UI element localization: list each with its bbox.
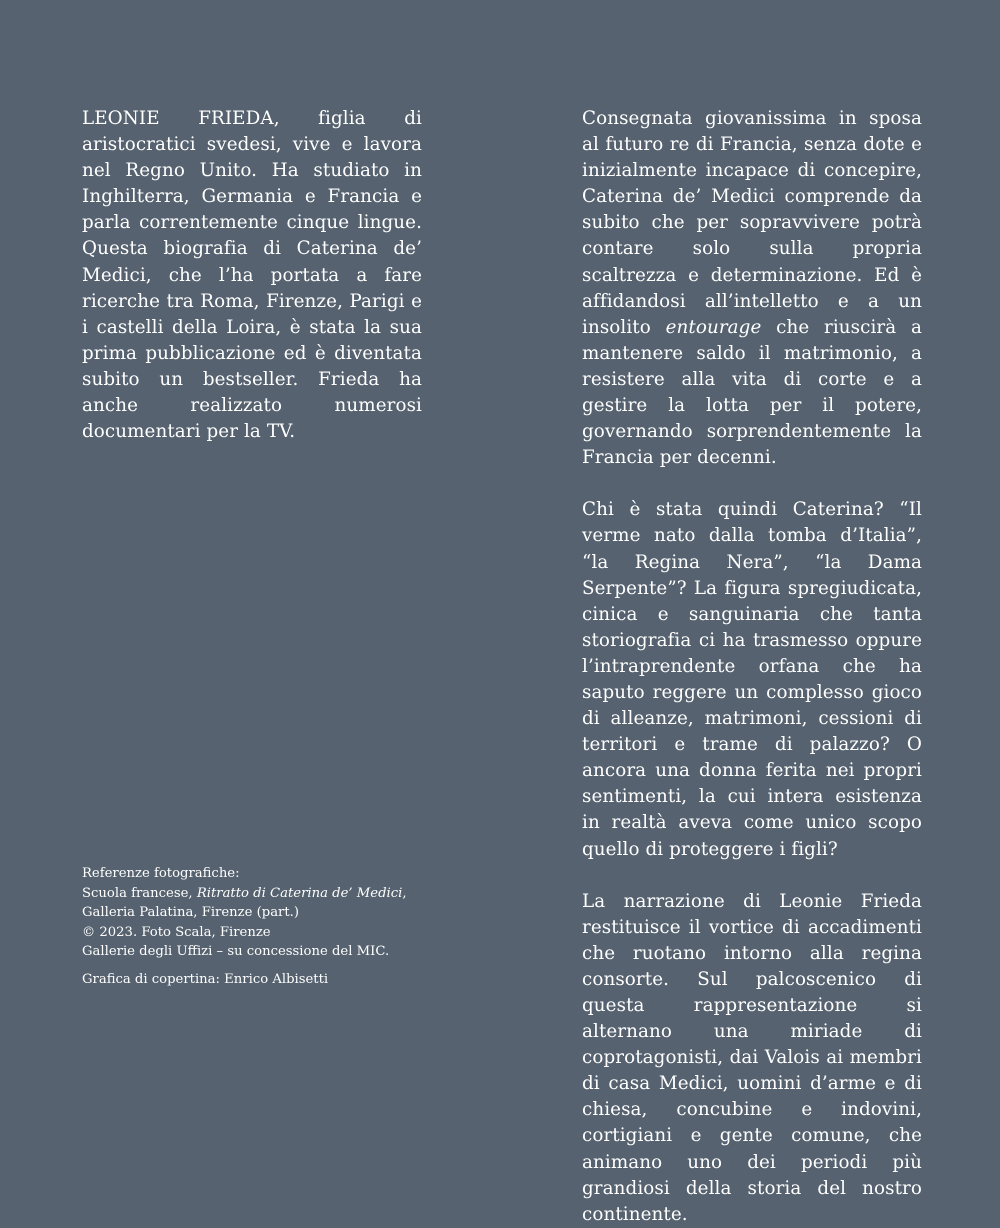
cover-design-credit: Grafica di copertina: Enrico Albisetti <box>82 971 329 987</box>
description-paragraph-3: La narrazione di Leonie Frieda restituisce il vortice di accadimenti che ruotano intorno alla regina consorte. Sul palcoscenico di questa rappresentazione si alternano una miriade di coprotagonisti, dai Valois ai membri di casa Medici, uomini d’arme e di chiesa, concubine e indovini, cortigiani e gente comune, che animano uno dei periodi più grandiosi della storia del nostro continente. <box>582 890 922 1225</box>
author-bio-text: , figlia di aristocratici svedesi, vive e lavora nel Regno Unito. Ha studiato in Inghilterra, Germania e Francia e parla correntemente cinque lingue. Questa biografia di Caterina de’ Medici, che l’ha portata a fare ricerche tra Roma, Firenze, Parigi e i castelli della Loira, è stata la sua prima pubblicazione ed è diventata subito un bestseller. Frieda ha anche realizzato numerosi documentari per la TV. <box>82 108 422 443</box>
credits-painting: Scuola francese, Ritratto di Caterina de’ Medici, <box>82 885 407 901</box>
credits-heading: Referenze fotografiche: <box>82 866 240 881</box>
credits-gallery: Galleria Palatina, Firenze (part.) <box>82 905 299 921</box>
description-column <box>582 106 922 1228</box>
author-bio-column <box>82 106 422 445</box>
author-name: LEONIE FRIEDA <box>82 108 274 129</box>
description-paragraph-1: Consegnata giovanissima in sposa al futuro re di Francia, senza dote e inizialmente incapace di concepire, Caterina de’ Medici comprende da subito che per sopravvivere potrà contare solo sulla propria scaltrezza e determinazione. Ed è affidandosi all’intelletto e a un insolito entourage che riuscirà a mantenere saldo il matrimonio, a resistere alla vita di corte e a gestire la lotta per il potere, governando sorprendentemente la Francia per decenni. <box>582 108 922 469</box>
credits-copyright: © 2023. Foto Scala, Firenze <box>82 924 271 940</box>
entourage-word: entourage <box>665 316 762 338</box>
credits-concession: Gallerie degli Uffizi – su concessione del MIC. <box>82 944 390 960</box>
painting-title: Ritratto di Caterina de’ Medici <box>196 885 403 901</box>
description-paragraph-2: Chi è stata quindi Caterina? “Il verme nato dalla tomba d’Italia”, “la Regina Nera”, “la Dama Serpente”? La figura spregiudicata, cinica e sanguinaria che tanta storiografia ci ha trasmesso oppure l’intraprendente orfana che ha saputo reggere un complesso gioco di alleanze, matrimoni, cessioni di territori e trame di palazzo? O ancora una donna ferita nei propri sentimenti, la cui intera esistenza in realtà aveva come unico scopo quello di proteggere i figli? <box>582 499 922 860</box>
author-bio <box>82 106 422 445</box>
photo-credits <box>82 864 442 990</box>
